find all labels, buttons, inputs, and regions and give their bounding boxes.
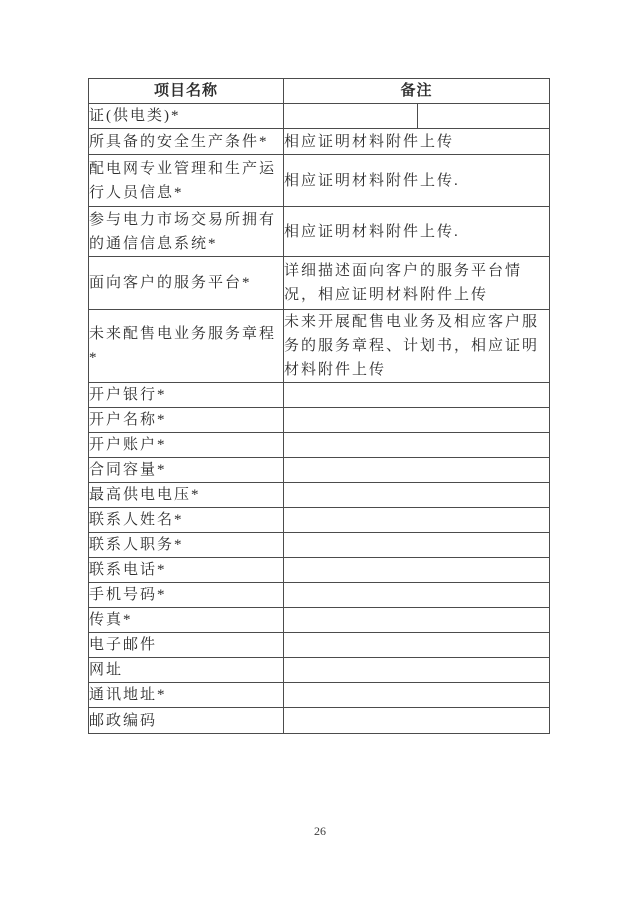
table-row [89,508,550,533]
item-cell: 联系人姓名* [89,508,284,533]
remark-cell: 未来开展配售电业务及相应客户服务的服务章程、计划书，相应证明材料附件上传 [284,310,550,383]
table-row [89,708,550,734]
remark-cell [284,583,550,608]
table-row [89,608,550,633]
item-cell: 证(供电类)* [89,104,284,129]
remark-cell [284,433,550,458]
table-row [89,129,550,155]
item-cell: 未来配售电业务服务章程* [89,310,284,383]
item-cell: 开户名称* [89,408,284,433]
item-cell: 联系人职务* [89,533,284,558]
item-cell: 合同容量* [89,458,284,483]
item-cell: 所具备的安全生产条件* [89,129,284,155]
table-row [89,583,550,608]
remark-cell-right [418,104,550,129]
remark-cell [284,633,550,658]
remark-cell: 相应证明材料附件上传. [284,207,550,257]
table-row [89,558,550,583]
table-row [89,383,550,408]
table-row [89,533,550,558]
remark-cell [284,458,550,483]
item-cell: 配电网专业管理和生产运行人员信息* [89,155,284,207]
table-row [89,257,550,310]
application-form-table [88,78,550,734]
table-row [89,683,550,708]
table-row [89,483,550,508]
remark-cell [284,533,550,558]
remark-cell: 相应证明材料附件上传. [284,155,550,207]
table-header-row [89,79,550,104]
table-row [89,408,550,433]
item-cell: 参与电力市场交易所拥有的通信信息系统* [89,207,284,257]
column-header-remark: 备注 [284,79,550,104]
table-row [89,104,550,129]
item-cell: 通讯地址* [89,683,284,708]
remark-cell: 相应证明材料附件上传 [284,129,550,155]
remark-cell [284,708,550,734]
item-cell: 开户银行* [89,383,284,408]
table-row [89,207,550,257]
page-number: 26 [314,824,326,838]
remark-cell [284,658,550,683]
item-cell: 电子邮件 [89,633,284,658]
item-cell: 传真* [89,608,284,633]
item-cell: 最高供电电压* [89,483,284,508]
remark-cell [284,383,550,408]
remark-cell-left [284,104,418,129]
item-cell: 网址 [89,658,284,683]
table-row [89,155,550,207]
table-row [89,433,550,458]
remark-cell [284,608,550,633]
table-row [89,458,550,483]
remark-cell [284,483,550,508]
remark-cell [284,408,550,433]
remark-cell [284,558,550,583]
table-row [89,310,550,383]
column-header-item: 项目名称 [89,79,284,104]
remark-cell [284,683,550,708]
item-cell: 联系电话* [89,558,284,583]
remark-cell [284,508,550,533]
item-cell: 邮政编码 [89,708,284,734]
remark-cell: 详细描述面向客户的服务平台情况，相应证明材料附件上传 [284,257,550,310]
item-cell: 手机号码* [89,583,284,608]
item-cell: 开户账户* [89,433,284,458]
table-row [89,658,550,683]
item-cell: 面向客户的服务平台* [89,257,284,310]
table-row [89,633,550,658]
